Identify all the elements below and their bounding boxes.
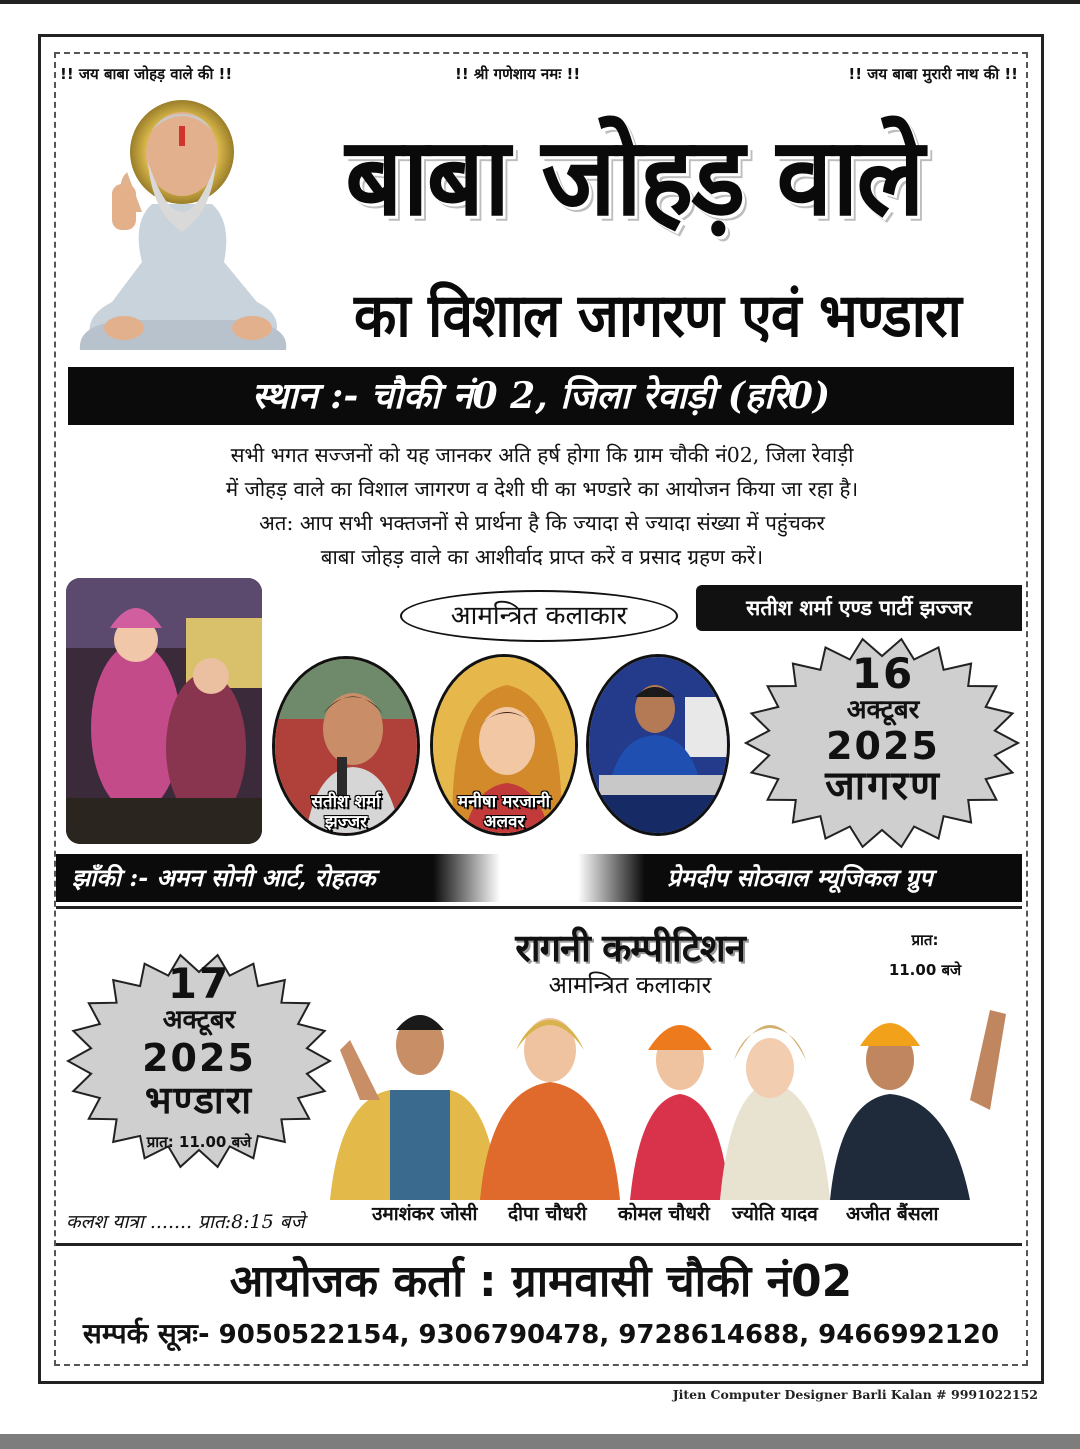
designer-credit: Jiten Computer Designer Barli Kalan # 9991022152	[672, 1387, 1038, 1402]
caption-manisha	[428, 792, 580, 832]
section-divider	[56, 906, 1022, 909]
paragraph-line-1: सभी भगत सज्जनों को यह जानकर अति हर्ष होगा कि ग्राम चौकी नं02, जिला रेवाड़ी	[230, 443, 854, 467]
top-border-line	[0, 0, 1080, 4]
artist-name-komal: कोमल चौधरी	[618, 1203, 710, 1225]
bottom-band	[0, 1434, 1080, 1449]
ragni-time-label: प्रात:	[911, 931, 939, 949]
jagran-year: 2025	[826, 724, 940, 768]
ragni-time	[870, 925, 980, 985]
jagran-day: 16	[851, 649, 915, 698]
paragraph-line-3: अत: आप सभी भक्तजनों से प्रार्थना है कि ज्यादा से ज्यादा संख्या में पहुंचकर	[259, 511, 825, 535]
artist-name-umashankar: उमाशंकर जोसी	[372, 1203, 478, 1225]
musical-group-banner: प्रेमदीप सोठवाल म्यूजिकल ग्रुप	[578, 854, 1022, 902]
caption-satish-name: सतीश शर्मा	[311, 792, 381, 812]
jhanki-photo	[66, 578, 262, 844]
bhandara-time: प्रात: 11.00 बजे	[146, 1133, 252, 1151]
contact-numbers: 9050522154, 9306790478, 9728614688, 9466992120	[218, 1320, 1000, 1350]
kalash-yatra: कलश यात्रा ....... प्रात:8:15 बजे	[66, 1211, 305, 1233]
bhandara-year: 2025	[142, 1036, 256, 1080]
ragni-invited-label: आमन्त्रित कलाकार	[548, 971, 712, 999]
artist-photo-keyboard	[586, 654, 730, 836]
header-center: !! श्री गणेशाय नमः !!	[455, 65, 581, 83]
jhanki-banner: झाँकी :- अमन सोनी आर्ट, रोहतक	[56, 854, 500, 902]
header-right: !! जय बाबा मुरारी नाथ की !!	[848, 65, 1018, 83]
bhandara-event: भण्डारा	[144, 1078, 254, 1122]
ragni-artists-photo	[330, 990, 1020, 1200]
header-left: !! जय बाबा जोहड़ वाले की !!	[60, 65, 233, 83]
contact-label: सम्पर्क सूत्रः-	[82, 1317, 210, 1350]
invited-artists-label: आमन्त्रित कलाकार	[400, 590, 678, 642]
venue-banner: स्थान :- चौकी नं0 2, जिला रेवाड़ी (हरि0)	[68, 367, 1014, 425]
bhandara-day: 17	[167, 959, 231, 1008]
ragni-time-value: 11.00 बजे	[888, 961, 962, 979]
party-banner: सतीश शर्मा एण्ड पार्टी झज्जर	[696, 585, 1022, 631]
saint-illustration	[72, 92, 294, 364]
paragraph-line-4: बाबा जोहड़ वाले का आशीर्वाद प्राप्त करें व प्रसाद ग्रहण करें।	[320, 545, 764, 569]
artist-name-deepa: दीपा चौधरी	[508, 1203, 587, 1225]
caption-manisha-name: मनीषा मरजानी	[457, 792, 551, 812]
section-divider-bottom	[56, 1243, 1022, 1246]
paragraph-line-2: में जोहड़ वाले का विशाल जागरण व देशी घी का भण्डारे का आयोजन किया जा रहा है।	[225, 477, 859, 501]
caption-satish	[270, 792, 422, 832]
artist-name-ajit: अजीत बैंसला	[846, 1203, 939, 1225]
caption-satish-place: झज्जर	[324, 812, 368, 832]
contact-line	[60, 1312, 1022, 1357]
invitation-paragraph	[70, 438, 1014, 574]
subtitle: का विशाल जागरण एवं भण्डारा	[353, 281, 961, 351]
ragni-competition-title: रागनी कम्पीटिशन	[515, 926, 745, 970]
jagran-event: जागरण	[825, 763, 941, 809]
caption-manisha-place: अलवर	[483, 812, 525, 832]
jagran-month: अक्टूबर	[846, 695, 920, 725]
main-title: बाबा जोहड़ वाले	[345, 115, 923, 240]
bhandara-month: अक्टूबर	[162, 1005, 236, 1035]
artist-name-jyoti: ज्योति यादव	[732, 1203, 818, 1225]
organizer: आयोजक कर्ता : ग्रामवासी चौकी नं02	[229, 1256, 853, 1307]
